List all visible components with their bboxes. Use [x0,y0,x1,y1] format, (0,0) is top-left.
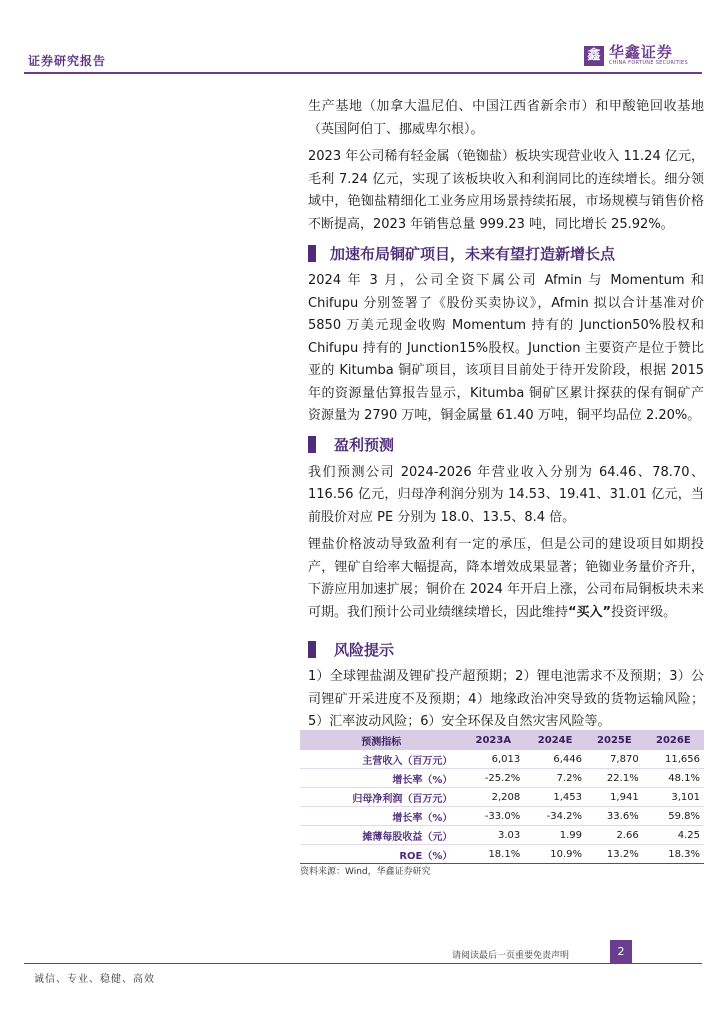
table-cell: 2.66 [586,826,643,845]
table-cell: 22.1% [586,769,643,788]
paragraph-copper-project: 2024 年 3 月，公司全资下属公司 Afmin 与 Momentum 和 Chifupu 分别签署了《股份买卖协议》，Afmin 拟以合计基准对价 5850 万美元现金收购 Momentum 持有的 Junction50%股权和 Chifupu 持有的 Junction15%股权。Junction 主要资产是位于赞比亚的 Kitumba 铜矿项目，该项目目前处于待开发阶段，根据 2015 年的资源量估算报告显示，Kitumba 铜矿区累计探获的保有铜矿产资源量为 2790 万吨，铜金属量 61.40 万吨，铜平均品位 2.20%。 [308,273,704,423]
table-cell: 2,208 [462,788,524,807]
company-motto: 诚信、专业、稳健、高效 [34,974,155,985]
table-cell: 1,453 [524,788,586,807]
table-cell: 4.25 [643,826,704,845]
table-cell: 13.2% [586,845,643,864]
table-row [300,750,704,769]
table-row-label: 增长率（%） [300,769,462,788]
table-row [300,845,704,864]
table-cell: 11,656 [643,750,704,769]
main-content [308,96,704,734]
table-row [300,769,704,788]
forecast-table [300,730,704,864]
paragraph-rating [308,534,704,624]
paragraph-production-bases: 生产基地（加拿大温尼伯、中国江西省新余市）和甲酸铯回收基地（英国阿伯丁、挪威卑尔根）。 [308,99,704,137]
table-source-note: 资料来源：Wind，华鑫证券研究 [300,867,431,877]
page-number: 2 [610,940,632,964]
table-cell: 7.2% [524,769,586,788]
logo-name-cn: 华鑫证券 [608,43,673,61]
table-cell: -25.2% [462,769,524,788]
table-cell: 18.1% [462,845,524,864]
table-cell: 6,446 [524,750,586,769]
disclaimer-note: 请阅读最后一页重要免责声明 [452,951,570,961]
table-cell: 1,941 [586,788,643,807]
table-cell: 6,013 [462,750,524,769]
rating-suffix: 投资评级。 [611,604,677,620]
section-heading-copper [308,239,704,267]
logo-mark-icon: 鑫 [584,46,604,66]
table-row [300,826,704,845]
table-header-row [300,730,704,750]
section-marker-icon [308,436,316,453]
table-cell: 10.9% [524,845,586,864]
report-type-label: 证券研究报告 [28,54,107,68]
table-header-cell: 2023A [462,730,524,750]
paragraph-risks: 1）全球锂盐湖及锂矿投产超预期；2）锂电池需求不及预期；3）公司锂矿开采进度不及预期；4）地缘政治冲突导致的货物运输风险；5）汇率波动风险；6）安全环保及自然灾害风险等。 [308,669,704,729]
table-row [300,807,704,826]
header-divider [24,72,702,74]
table-cell: 59.8% [643,807,704,826]
table-cell: 48.1% [643,769,704,788]
table-header-cell: 2026E [643,730,704,750]
table-cell: -33.0% [462,807,524,826]
section-heading-forecast [308,431,704,459]
table-cell: -34.2% [524,807,586,826]
rating-highlight: “买入” [568,604,612,620]
paragraph-cesium-business: 2023 年公司稀有轻金属（铯铷盐）板块实现营业收入 11.24 亿元，毛利 7.24 亿元，实现了该板块收入和利润同比的连续增长。细分领域中，铯铷盐精细化工业务应用场景持续拓展，市场规模与销售价格不断提高，2023 年销售总量 999.23 吨，同比增长 25.92%。 [308,149,704,232]
table-cell: 3.03 [462,826,524,845]
table-row-label: 增长率（%） [300,807,462,826]
table-row-label: ROE（%） [300,845,462,864]
section-title: 盈利预测 [334,436,395,454]
table-row [300,788,704,807]
table-cell: 7,870 [586,750,643,769]
table-row-label: 主营收入（百万元） [300,750,462,769]
company-logo [584,44,688,67]
footer-divider [24,963,702,964]
table-cell: 1.99 [524,826,586,845]
section-marker-icon [308,641,316,658]
table-row-label: 摊薄每股收益（元） [300,826,462,845]
table-cell: 33.6% [586,807,643,826]
paragraph-forecast: 我们预测公司 2024-2026 年营业收入分别为 64.46、78.70、116.56 亿元，归母净利润分别为 14.53、19.41、31.01 亿元，当前股价对应 PE 分别为 18.0、13.5、8.4 倍。 [308,464,704,525]
table-header-cell: 2025E [586,730,643,750]
section-heading-risk [308,635,704,663]
table-cell: 3,101 [643,788,704,807]
section-title: 加速布局铜矿项目，未来有望打造新增长点 [330,244,616,263]
table-row-label: 归母净利润（百万元） [300,788,462,807]
section-marker-icon [308,245,316,262]
logo-name-en: CHINA FORTUNE SECURITIES [608,60,688,66]
table-cell: 18.3% [643,845,704,864]
table-header-cell: 预测指标 [300,730,462,750]
rating-text: 锂盐价格波动导致盈利有一定的承压，但是公司的建设项目如期投产，锂矿自给率大幅提高，降本增效成果显著；铯铷业务量价齐升，下游应用加速扩展；铜价在 2024 年开启上涨，公司布局铜板块未来可期。我们预计公司业绩继续增长，因此维持 [308,537,704,620]
table-header-cell: 2024E [524,730,586,750]
section-title: 风险提示 [334,640,395,659]
